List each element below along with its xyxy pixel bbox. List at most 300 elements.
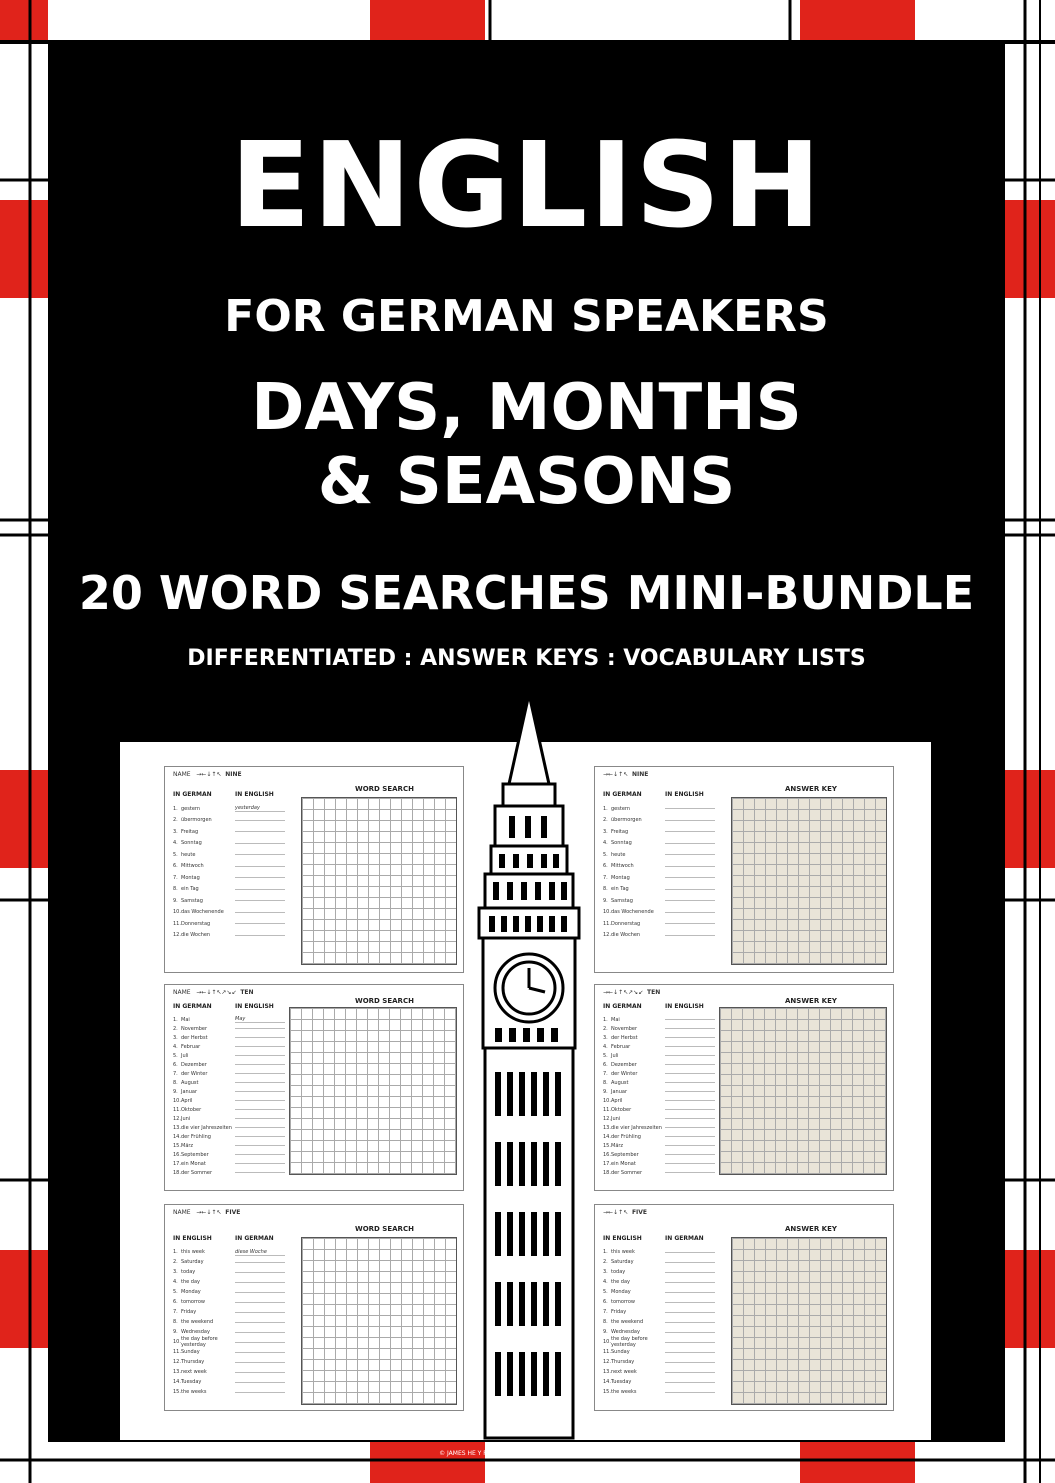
vocab-list [173, 791, 298, 941]
answer-blank [235, 1312, 285, 1313]
letter-grid [301, 1237, 457, 1405]
vocab-row [603, 1069, 728, 1078]
vocab-word: the weekend [181, 1319, 214, 1325]
vocab-row [173, 1267, 298, 1277]
vocab-word: Tuesday [181, 1379, 202, 1385]
row-number: 16. [603, 1151, 611, 1158]
col-header: IN GERMAN [603, 791, 642, 798]
letter-grid [301, 797, 457, 965]
col-header: IN ENGLISH [603, 1235, 642, 1242]
row-number: 14. [173, 1379, 181, 1385]
answer-blank [235, 1028, 285, 1029]
vocab-word: die vier Jahreszeiten [181, 1124, 232, 1131]
answer-blank [665, 831, 715, 832]
vocab-word: ein Monat [611, 1160, 636, 1167]
vocab-word: der Sommer [181, 1169, 213, 1176]
answer-blank [235, 1382, 285, 1383]
vocab-word: tomorrow [181, 1299, 206, 1305]
answer-blank [665, 843, 715, 844]
vocab-word: der Sommer [611, 1169, 643, 1176]
vocab-row [603, 1377, 728, 1387]
vocab-row [173, 803, 298, 815]
row-number: 8. [173, 886, 178, 893]
answer-key-ten [594, 984, 894, 1191]
answer-blank [235, 1332, 285, 1333]
answer-blank [665, 854, 715, 855]
vocab-word: Friday [181, 1309, 197, 1315]
vocab-row [603, 1317, 728, 1327]
answer-blank [665, 1028, 715, 1029]
answer-blank [235, 1342, 285, 1343]
page-title: ENGLISH [229, 116, 824, 254]
answer-blank [235, 1091, 285, 1092]
col-header: IN ENGLISH [665, 1003, 704, 1010]
vocab-word: Freitag [611, 828, 629, 835]
vocab-row [173, 1287, 298, 1297]
vocab-word: Juni [181, 1115, 191, 1122]
answer-blank [665, 1172, 715, 1173]
product-name: 20 WORD SEARCHES MINI-BUNDLE [78, 566, 975, 620]
vocab-word: gestern [611, 805, 631, 812]
vocab-row [603, 815, 728, 827]
row-number: 17. [603, 1160, 611, 1167]
row-number: 8. [603, 1079, 608, 1086]
vocab-word: August [611, 1079, 629, 1086]
vocab-word: die vier Jahreszeiten [611, 1124, 662, 1131]
sheet-heading: ANSWER KEY [785, 785, 837, 793]
row-number: 7. [173, 1070, 178, 1077]
vocab-word: the day before yesterday [611, 1336, 648, 1348]
vocab-word: ein Tag [181, 886, 199, 893]
row-number: 4. [603, 1043, 608, 1050]
vocab-row [173, 1150, 298, 1159]
vocab-row [173, 1060, 298, 1069]
answer-blank [235, 1154, 285, 1155]
row-number: 12. [173, 1115, 181, 1122]
row-number: 9. [603, 897, 608, 904]
vocab-row [173, 1159, 298, 1168]
answer-blank [665, 1055, 715, 1056]
row-number: 11. [173, 1106, 181, 1113]
answer-blank [665, 1154, 715, 1155]
row-number: 3. [603, 828, 608, 835]
row-number: 10. [173, 1339, 181, 1345]
vocab-row [173, 1024, 298, 1033]
row-number: 10. [603, 909, 611, 916]
vocab-row [173, 838, 298, 850]
vocab-word: Friday [611, 1309, 627, 1315]
vocab-word: Juli [181, 1052, 189, 1059]
row-number: 4. [173, 840, 178, 847]
vocab-row [603, 1247, 728, 1257]
answer-blank [235, 1055, 285, 1056]
answer-blank [665, 1362, 715, 1363]
vocab-word: Dezember [181, 1061, 207, 1068]
vocab-word: gestern [181, 805, 201, 812]
vocab-word: ein Tag [611, 886, 629, 893]
row-number: 3. [603, 1034, 608, 1041]
vocab-word: Wednesday [181, 1329, 210, 1335]
row-number: 12. [603, 1115, 611, 1122]
answer-blank [235, 1352, 285, 1353]
vocab-word: Tuesday [611, 1379, 632, 1385]
vocab-word: Januar [611, 1088, 627, 1095]
vocab-word: Monday [611, 1289, 631, 1295]
vocab-row [173, 1377, 298, 1387]
row-number: 3. [173, 1269, 178, 1275]
vocab-word: today [611, 1269, 626, 1275]
answer-blank [235, 935, 285, 936]
worksheet-nine [164, 766, 464, 973]
vocab-word: the day [181, 1279, 200, 1285]
vocab-row [173, 1367, 298, 1377]
answer-key-nine [594, 766, 894, 973]
answer-blank [665, 1322, 715, 1323]
vocab-word: Donnerstag [181, 920, 211, 927]
row-number: 1. [173, 805, 178, 812]
row-number: 6. [603, 1299, 608, 1305]
answer-blank [235, 1272, 285, 1273]
answer-blank [665, 935, 715, 936]
vocab-row [603, 1367, 728, 1377]
row-number: 6. [603, 863, 608, 870]
vocab-word: März [611, 1142, 624, 1149]
row-number: 11. [173, 1349, 181, 1355]
vocab-word: Juni [611, 1115, 621, 1122]
answer-blank [235, 923, 285, 924]
row-number: 8. [173, 1319, 178, 1325]
worksheet-five [164, 1204, 464, 1411]
vocab-word: Donnerstag [611, 920, 641, 927]
answer-blank [235, 1302, 285, 1303]
vocab-row [603, 872, 728, 884]
vocab-row [603, 1141, 728, 1150]
vocab-row [173, 1168, 298, 1177]
col-header: IN GERMAN [235, 1235, 274, 1242]
row-number: 18. [603, 1169, 611, 1176]
vocab-word: Juli [611, 1052, 619, 1059]
vocab-row [173, 1096, 298, 1105]
vocab-word: today [181, 1269, 196, 1275]
col-header: IN ENGLISH [235, 1003, 274, 1010]
row-number: 7. [603, 1309, 608, 1315]
vocab-row [173, 884, 298, 896]
answer-grid [731, 1237, 887, 1405]
answer-blank [235, 1145, 285, 1146]
row-number: 11. [603, 1106, 611, 1113]
row-number: 9. [173, 1088, 178, 1095]
row-number: 12. [173, 1359, 181, 1365]
vocab-row [173, 1078, 298, 1087]
vocab-row [173, 815, 298, 827]
vocab-row [173, 872, 298, 884]
vocab-word: this week [611, 1249, 635, 1255]
vocab-word: übermorgen [181, 817, 212, 824]
row-number: 17. [173, 1160, 181, 1167]
col-header: IN ENGLISH [235, 791, 274, 798]
row-number: 2. [603, 817, 608, 824]
vocab-row [603, 1042, 728, 1051]
row-number: 10. [173, 909, 181, 916]
sheet-level: NAME →←↓↑↖ NINE [173, 771, 242, 778]
vocab-row [173, 849, 298, 861]
vocab-word: Wednesday [611, 1329, 640, 1335]
row-number: 7. [173, 874, 178, 881]
vocab-row [603, 1168, 728, 1177]
vocab-word: Oktober [611, 1106, 632, 1113]
answer-blank [665, 1082, 715, 1083]
vocab-list [603, 791, 728, 941]
answer-blank [665, 1163, 715, 1164]
answer-blank [235, 1292, 285, 1293]
answer-blank [665, 1262, 715, 1263]
answer-blank [235, 866, 285, 867]
row-number: 13. [603, 1124, 611, 1131]
vocab-word: August [181, 1079, 199, 1086]
col-header: IN GERMAN [173, 1003, 212, 1010]
vocab-word: der Herbst [611, 1034, 638, 1041]
row-number: 4. [603, 840, 608, 847]
row-number: 3. [603, 1269, 608, 1275]
answer-blank [665, 1109, 715, 1110]
answer-blank [665, 1282, 715, 1283]
vocab-list [603, 1003, 728, 1177]
answer-blank [665, 1064, 715, 1065]
vocab-row [173, 826, 298, 838]
vocab-word: Sonntag [181, 840, 202, 847]
answer-key-five [594, 1204, 894, 1411]
answer-blank [235, 1172, 285, 1173]
vocab-row [603, 1307, 728, 1317]
row-number: 1. [603, 1249, 608, 1255]
sheet-heading: WORD SEARCH [355, 1225, 414, 1233]
answer-blank [235, 1163, 285, 1164]
row-number: 7. [603, 1070, 608, 1077]
vocab-word: der Winter [181, 1070, 208, 1077]
row-number: 5. [173, 1052, 178, 1059]
vocab-row [603, 1159, 728, 1168]
row-number: 10. [603, 1097, 611, 1104]
vocab-word: Mittwoch [181, 863, 204, 870]
row-number: 2. [603, 1259, 608, 1265]
answer-blank [665, 1252, 715, 1253]
vocab-row [173, 1357, 298, 1367]
row-number: 15. [603, 1142, 611, 1149]
preview-area [120, 742, 931, 1440]
vocab-word: the weeks [611, 1389, 637, 1395]
answer-blank [665, 1046, 715, 1047]
sheet-heading: WORD SEARCH [355, 997, 414, 1005]
row-number: 5. [173, 1289, 178, 1295]
col-header: IN GERMAN [173, 791, 212, 798]
vocab-word: Oktober [181, 1106, 202, 1113]
vocab-row [603, 1347, 728, 1357]
answer-blank [665, 1372, 715, 1373]
vocab-row [173, 907, 298, 919]
answer-blank [665, 1037, 715, 1038]
row-number: 11. [173, 920, 181, 927]
row-number: 8. [603, 886, 608, 893]
vocab-row [173, 930, 298, 942]
answer-blank [665, 1091, 715, 1092]
row-number: 2. [173, 817, 178, 824]
vocab-row [173, 1087, 298, 1096]
answer-blank [665, 1342, 715, 1343]
copyright-footer: © JAMES HE Y PUBLISHING, 2019 - ALL RIGHTS RESERVED [439, 1450, 614, 1457]
vocab-word: die Wochen [181, 932, 211, 939]
vocab-word: November [181, 1025, 208, 1032]
vocab-word: Thursday [611, 1359, 635, 1365]
answer-blank [665, 1332, 715, 1333]
big-ben-illustration [465, 692, 593, 1440]
row-number: 2. [173, 1259, 178, 1265]
row-number: 16. [173, 1151, 181, 1158]
answer-blank [665, 820, 715, 821]
vocab-word: Montag [611, 874, 630, 881]
row-number: 15. [173, 1142, 181, 1149]
answer-blank [665, 808, 715, 809]
row-number: 14. [603, 1379, 611, 1385]
vocab-row [603, 1033, 728, 1042]
answer-blank [665, 1352, 715, 1353]
vocab-row [173, 1347, 298, 1357]
vocab-row [173, 1247, 298, 1257]
vocab-word: ein Monat [181, 1160, 206, 1167]
vocab-row [173, 1307, 298, 1317]
vocab-word: das Wochenende [181, 909, 224, 916]
vocab-row [603, 1387, 728, 1397]
vocab-row [603, 1287, 728, 1297]
answer-blank [665, 1272, 715, 1273]
answer-blank: diese Woche [235, 1249, 285, 1256]
vocab-word: next week [611, 1369, 637, 1375]
answer-blank [235, 912, 285, 913]
vocab-row [603, 1105, 728, 1114]
vocab-word: April [181, 1097, 193, 1104]
col-header: IN GERMAN [603, 1003, 642, 1010]
subtitle: FOR GERMAN SPEAKERS [224, 291, 829, 342]
answer-blank [235, 1322, 285, 1323]
sheet-level: →←↓↑↖ FIVE [603, 1209, 648, 1216]
answer-blank [665, 1392, 715, 1393]
vocab-word: next week [181, 1369, 207, 1375]
vocab-word: der Frühling [611, 1133, 641, 1140]
vocab-word: April [611, 1097, 623, 1104]
vocab-word: the day before yesterday [181, 1336, 218, 1348]
row-number: 11. [603, 920, 611, 927]
answer-blank [665, 866, 715, 867]
vocab-word: Sunday [181, 1349, 200, 1355]
answer-blank [665, 877, 715, 878]
answer-blank: yesterday [235, 805, 285, 812]
vocab-row [173, 1277, 298, 1287]
vocab-row [173, 1114, 298, 1123]
vocab-row [603, 849, 728, 861]
row-number: 11. [603, 1349, 611, 1355]
row-number: 6. [173, 863, 178, 870]
vocab-word: September [611, 1151, 639, 1158]
vocab-word: Mai [611, 1016, 620, 1023]
vocab-word: Saturday [611, 1259, 634, 1265]
vocab-row [173, 1387, 298, 1397]
vocab-row [603, 1123, 728, 1132]
row-number: 4. [173, 1043, 178, 1050]
vocab-word: heute [611, 851, 626, 858]
row-number: 15. [173, 1389, 181, 1395]
row-number: 10. [603, 1339, 611, 1345]
vocab-row [603, 1357, 728, 1367]
vocab-word: Februar [181, 1043, 201, 1050]
row-number: 5. [603, 1052, 608, 1059]
row-number: 13. [603, 1369, 611, 1375]
answer-blank [665, 1118, 715, 1119]
vocab-row [603, 907, 728, 919]
answer-blank [665, 1312, 715, 1313]
answer-blank [235, 1362, 285, 1363]
vocab-word: Mai [181, 1016, 190, 1023]
vocab-row [603, 1096, 728, 1105]
vocab-word: März [181, 1142, 194, 1149]
answer-blank [235, 1100, 285, 1101]
row-number: 9. [603, 1329, 608, 1335]
letter-grid [289, 1007, 457, 1175]
row-number: 13. [173, 1124, 181, 1131]
answer-blank [235, 1046, 285, 1047]
vocab-word: Dezember [611, 1061, 637, 1068]
answer-blank: May [235, 1016, 285, 1023]
vocab-word: Mittwoch [611, 863, 634, 870]
vocab-word: tomorrow [611, 1299, 636, 1305]
vocab-word: der Herbst [181, 1034, 208, 1041]
answer-blank [235, 820, 285, 821]
vocab-row [173, 1069, 298, 1078]
vocab-word: übermorgen [611, 817, 642, 824]
vocab-row [603, 861, 728, 873]
answer-blank [235, 831, 285, 832]
vocab-row [173, 1132, 298, 1141]
sheet-level: NAME →←↓↑↖ FIVE [173, 1209, 241, 1216]
vocab-word: Thursday [181, 1359, 205, 1365]
vocab-word: der Winter [611, 1070, 638, 1077]
row-number: 6. [173, 1061, 178, 1068]
vocab-row [603, 1114, 728, 1123]
vocab-row [603, 1132, 728, 1141]
answer-blank [235, 1262, 285, 1263]
vocab-word: Januar [181, 1088, 197, 1095]
vocab-row [173, 895, 298, 907]
vocab-word: Freitag [181, 828, 199, 835]
sheet-level: →←↓↑↖↗↘↙ TEN [603, 989, 661, 996]
vocab-word: der Frühling [181, 1133, 211, 1140]
answer-blank [235, 1136, 285, 1137]
vocab-row [173, 1297, 298, 1307]
vocab-row [603, 838, 728, 850]
answer-blank [235, 1372, 285, 1373]
vocab-row [603, 884, 728, 896]
answer-blank [235, 843, 285, 844]
row-number: 3. [173, 828, 178, 835]
vocab-row [173, 1123, 298, 1132]
row-number: 13. [173, 1369, 181, 1375]
answer-blank [235, 1109, 285, 1110]
answer-blank [235, 889, 285, 890]
row-number: 12. [603, 1359, 611, 1365]
vocab-word: Sunday [611, 1349, 630, 1355]
answer-blank [665, 889, 715, 890]
vocab-row [603, 895, 728, 907]
row-number: 4. [603, 1279, 608, 1285]
answer-blank [665, 900, 715, 901]
